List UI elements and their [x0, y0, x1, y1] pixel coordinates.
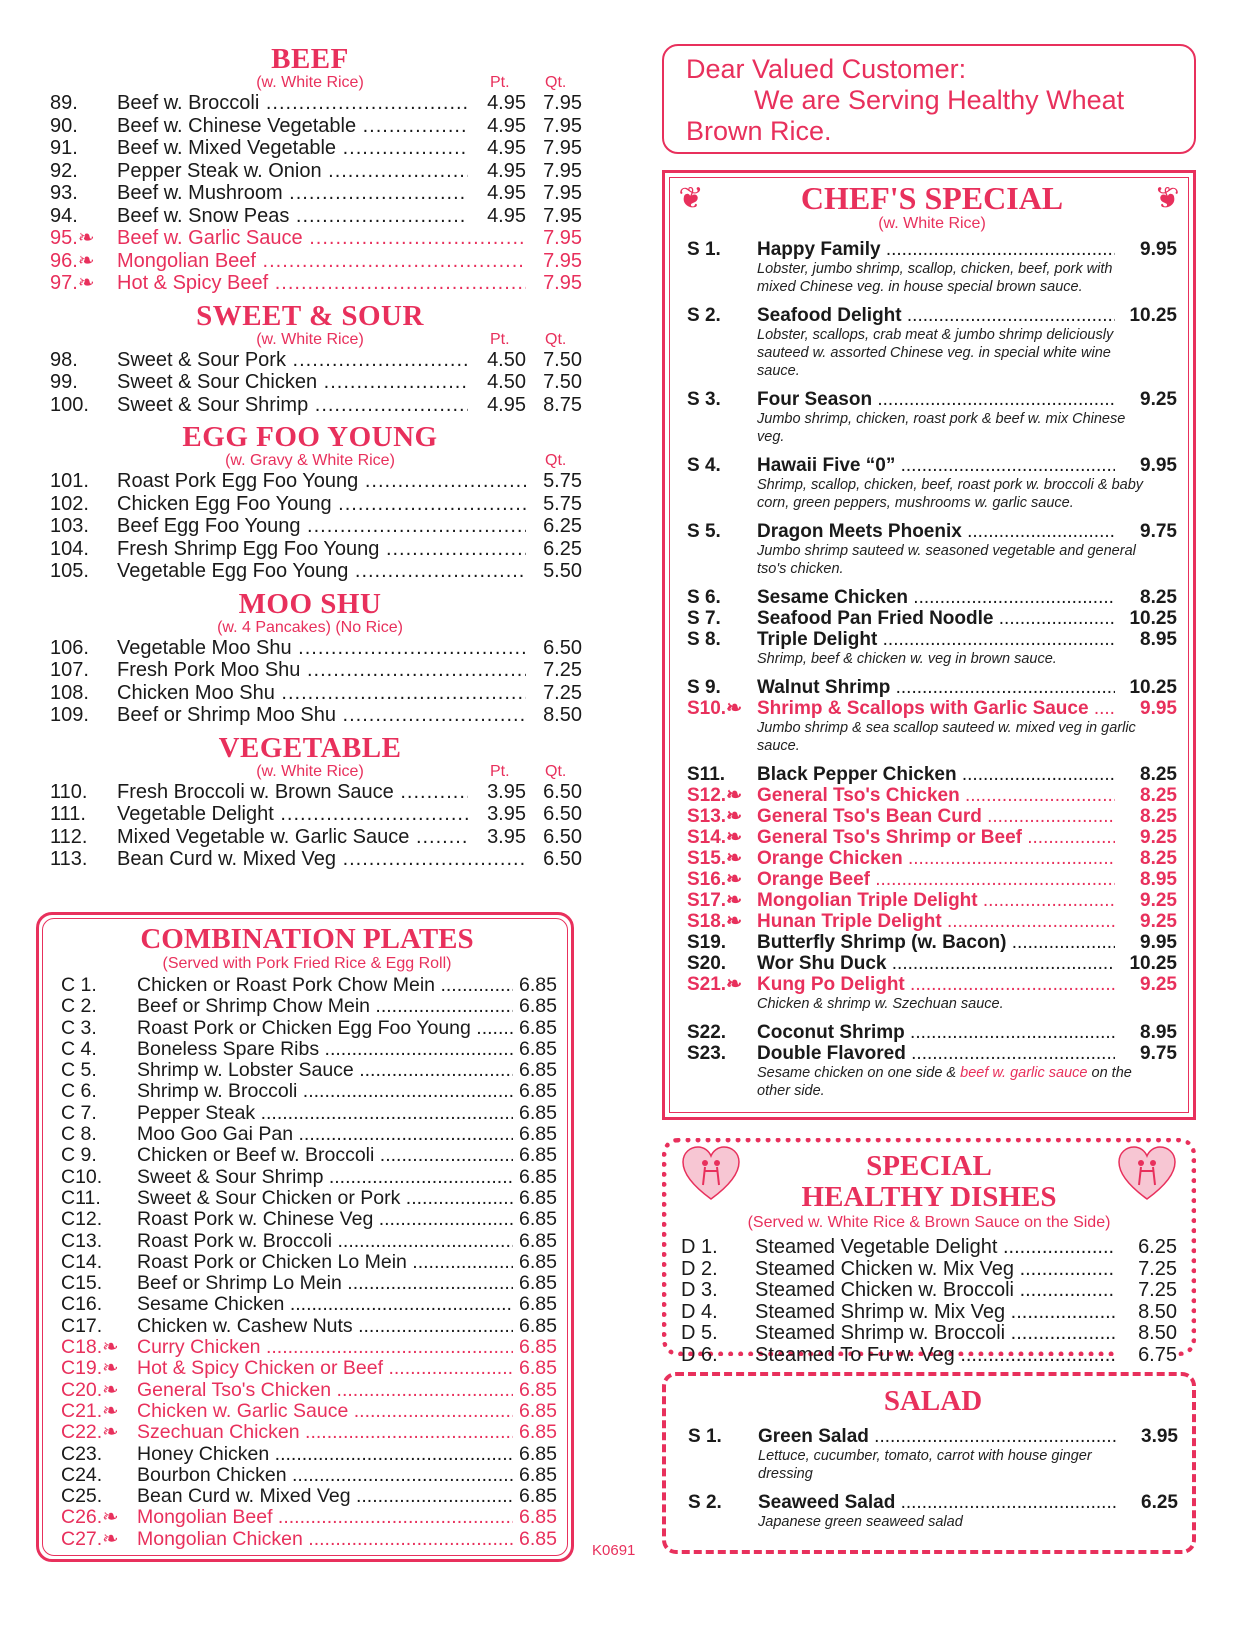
healthy-item: D 2. Steamed Chicken w. Mix Veg ..... 7.25	[681, 1259, 1177, 1281]
special-item-spicy: S12.❧ General Tso's Chicken ..... 8.25	[687, 785, 1177, 806]
combination-plates-title: COMBINATION PLATES	[140, 923, 474, 955]
combo-item-spicy: C19.❧ Hot & Spicy Chicken or Beef ..... 6.85	[57, 1358, 557, 1379]
combo-item: C 1. Chicken or Roast Pork Chow Mein ..... 6.85	[57, 975, 557, 996]
combo-item: C 9. Chicken or Beef w. Broccoli ..... 6.85	[57, 1145, 557, 1166]
pepper-icon: ❧	[102, 1506, 119, 1529]
pepper-icon: ❧	[102, 1336, 119, 1359]
special-item: S19. Butterfly Shrimp (w. Bacon) ..... 9.95	[687, 932, 1177, 953]
special-item-spicy: S16.❧ Orange Beef ..... 8.95	[687, 869, 1177, 890]
menu-item: 101. Roast Pork Egg Foo Young ..... 5.75	[40, 470, 580, 493]
healthy-item: D 1. Steamed Vegetable Delight ..... 6.25	[681, 1237, 1177, 1259]
beef-subheader	[40, 74, 580, 92]
combo-item: C13. Roast Pork w. Broccoli ..... 6.85	[57, 1231, 557, 1252]
vegetable-title: VEGETABLE	[218, 731, 402, 764]
special-item: S 6. Sesame Chicken ..... 8.25	[687, 587, 1177, 608]
beef-list	[40, 92, 580, 295]
menu-item-spicy: 96.❧ Mongolian Beef ..... 7.95	[40, 250, 580, 273]
menu-item: 94. Beef w. Snow Peas ..... 4.95 7.95	[40, 205, 580, 228]
combo-item-spicy: C22.❧ Szechuan Chicken ..... 6.85	[57, 1422, 557, 1443]
menu-item: 110. Fresh Broccoli w. Brown Sauce ..... 3.95 6.50	[40, 781, 580, 804]
combo-item: C 5. Shrimp w. Lobster Sauce ..... 6.85	[57, 1060, 557, 1081]
pt-header: Pt.	[490, 762, 510, 780]
qt-header: Qt.	[545, 452, 567, 469]
salad-title: SALAD	[883, 1385, 983, 1417]
special-item: S22. Coconut Shrimp ..... 8.95	[687, 1022, 1177, 1043]
combo-item: C11. Sweet & Sour Chicken or Pork ..... 6.85	[57, 1188, 557, 1209]
sweet-sour-subtitle: (w. White Rice)	[256, 330, 364, 348]
menu-item-spicy: 97.❧ Hot & Spicy Beef ..... 7.95	[40, 272, 580, 295]
menu-item: 91. Beef w. Mixed Vegetable ..... 4.95 7.95	[40, 137, 580, 160]
combo-item: C25. Bean Curd w. Mixed Veg ..... 6.85	[57, 1486, 557, 1507]
combo-item: C 6. Shrimp w. Broccoli ..... 6.85	[57, 1081, 557, 1102]
floral-corner-icon: ❦	[678, 182, 704, 215]
pt-header: Pt.	[490, 330, 510, 348]
vegetable-subtitle: (w. White Rice)	[256, 762, 364, 780]
salad-box	[662, 1372, 1196, 1554]
special-item-spicy: S10.❧ Shrimp & Scallops with Garlic Sauce ..... 9.95 Jumbo shrimp & sea scallop sauteed w. mixed veg in garlic sauce.	[687, 698, 1177, 755]
menu-item: 99. Sweet & Sour Chicken ..... 4.50 7.50	[40, 371, 580, 394]
healthy-item: D 6. Steamed To Fu w. Veg ..... 6.75	[681, 1345, 1177, 1367]
healthy-item: D 4. Steamed Shrimp w. Mix Veg ..... 8.50	[681, 1302, 1177, 1324]
menu-item: 108. Chicken Moo Shu ..... 7.25	[40, 682, 580, 705]
moo-shu-title: MOO SHU	[238, 587, 382, 620]
sweet-sour-title: SWEET & SOUR	[196, 299, 424, 332]
menu-item: 105. Vegetable Egg Foo Young ..... 5.50	[40, 560, 580, 583]
menu-item: 106. Vegetable Moo Shu ..... 6.50	[40, 637, 580, 660]
combo-item: C14. Roast Pork or Chicken Lo Mein ..... 6.85	[57, 1252, 557, 1273]
notice-greeting: Dear Valued Customer:	[686, 54, 967, 84]
special-item: S 3. Four Season ..... 9.25 Jumbo shrimp, chicken, roast pork & beef w. mix Chinese veg.	[687, 389, 1177, 446]
menu-item: 113. Bean Curd w. Mixed Veg ..... 6.50	[40, 848, 580, 871]
combo-item: C 8. Moo Goo Gai Pan ..... 6.85	[57, 1124, 557, 1145]
egg-foo-subheader	[40, 452, 580, 470]
combo-item: C 4. Boneless Spare Ribs ..... 6.85	[57, 1039, 557, 1060]
pepper-icon: ❧	[726, 869, 743, 890]
combo-item-spicy: C18.❧ Curry Chicken ..... 6.85	[57, 1337, 557, 1358]
customer-notice	[662, 44, 1196, 154]
pepper-icon: ❧	[726, 785, 743, 806]
special-item: S 2. Seafood Delight ..... 10.25 Lobster, scallops, crab meat & jumbo shrimp deliciously sauteed w. assorted Chinese veg. in special white wine sauce.	[687, 305, 1177, 380]
salad-item: S 1. Green Salad ..... 3.95 Lettuce, cucumber, tomato, carrot with house ginger dressing	[688, 1426, 1178, 1483]
menu-item: 103. Beef Egg Foo Young ..... 6.25	[40, 515, 580, 538]
beef-title: BEEF	[271, 43, 349, 75]
pepper-icon: ❧	[102, 1527, 119, 1550]
combo-item: C23. Honey Chicken ..... 6.85	[57, 1444, 557, 1465]
pepper-icon: ❧	[726, 848, 743, 869]
combo-item: C10. Sweet & Sour Shrimp ..... 6.85	[57, 1167, 557, 1188]
beef-subtitle: (w. White Rice)	[256, 74, 364, 91]
pepper-icon: ❧	[77, 227, 95, 249]
moo-shu-list	[40, 637, 580, 727]
pt-header: Pt.	[490, 74, 510, 91]
menu-item: 92. Pepper Steak w. Onion ..... 4.95 7.95	[40, 160, 580, 183]
combo-item: C 2. Beef or Shrimp Chow Mein ..... 6.85	[57, 996, 557, 1017]
notice-line: Brown Rice.	[686, 116, 832, 146]
pepper-icon: ❧	[102, 1378, 119, 1401]
notice-line: We are Serving Healthy Wheat	[754, 85, 1125, 115]
combo-item: C 7. Pepper Steak ..... 6.85	[57, 1103, 557, 1124]
combo-item: C16. Sesame Chicken ..... 6.85	[57, 1294, 557, 1315]
healthy-dishes-box	[662, 1138, 1196, 1366]
menu-item: 102. Chicken Egg Foo Young ..... 5.75	[40, 493, 580, 516]
combo-item: C24. Bourbon Chicken ..... 6.85	[57, 1465, 557, 1486]
combo-item-spicy: C20.❧ General Tso's Chicken ..... 6.85	[57, 1380, 557, 1401]
egg-foo-subtitle: (w. Gravy & White Rice)	[225, 452, 395, 469]
pepper-icon: ❧	[102, 1357, 119, 1380]
pepper-icon: ❧	[726, 698, 743, 719]
combo-item: C17. Chicken w. Cashew Nuts ..... 6.85	[57, 1316, 557, 1337]
menu-item: 104. Fresh Shrimp Egg Foo Young ..... 6.25	[40, 538, 580, 561]
healthy-list	[681, 1237, 1177, 1366]
menu-item: 90. Beef w. Chinese Vegetable ..... 4.95 7.95	[40, 115, 580, 138]
pepper-icon: ❧	[102, 1399, 119, 1422]
special-item: S 5. Dragon Meets Phoenix ..... 9.75 Jumbo shrimp sauteed w. seasoned vegetable and general tso's chicken.	[687, 521, 1177, 578]
qt-header: Qt.	[545, 74, 567, 91]
combination-list	[57, 975, 557, 1550]
special-item-spicy: S21.❧ Kung Po Delight ..... 9.25 Chicken & shrimp w. Szechuan sauce.	[687, 974, 1177, 1013]
combo-item-spicy: C27.❧ Mongolian Chicken ..... 6.85	[57, 1529, 557, 1550]
menu-item: 112. Mixed Vegetable w. Garlic Sauce ..... 3.95 6.50	[40, 826, 580, 849]
menu-item: 89. Beef w. Broccoli ..... 4.95 7.95	[40, 92, 580, 115]
menu-code: K0691	[592, 1542, 636, 1559]
special-item: S 9. Walnut Shrimp ..... 10.25	[687, 677, 1177, 698]
special-item-spicy: S15.❧ Orange Chicken ..... 8.25	[687, 848, 1177, 869]
special-item: S 4. Hawaii Five “0” ..... 9.95 Shrimp, scallop, chicken, beef, roast pork w. broccoli & baby corn, green peppers, mushrooms w. garlic sauce.	[687, 455, 1177, 512]
combo-item-spicy: C21.❧ Chicken w. Garlic Sauce ..... 6.85	[57, 1401, 557, 1422]
egg-foo-young-title: EGG FOO YOUNG	[182, 421, 438, 453]
egg-foo-list	[40, 470, 580, 583]
pepper-icon: ❧	[726, 890, 743, 911]
special-item-spicy: S18.❧ Hunan Triple Delight ..... 9.25	[687, 911, 1177, 932]
menu-item: 111. Vegetable Delight ..... 3.95 6.50	[40, 803, 580, 826]
chefs-special-box	[662, 170, 1196, 1120]
healthy-item: D 3. Steamed Chicken w. Broccoli ..... 7.25	[681, 1280, 1177, 1302]
chefs-special-title: CHEF'S SPECIAL	[800, 180, 1064, 216]
special-item: S20. Wor Shu Duck ..... 10.25	[687, 953, 1177, 974]
special-item: S 7. Seafood Pan Fried Noodle ..... 10.25	[687, 608, 1177, 629]
menu-item: 109. Beef or Shrimp Moo Shu ..... 8.50	[40, 704, 580, 727]
special-item: S 8. Triple Delight ..... 8.95 Shrimp, beef & chicken w. veg in brown sauce.	[687, 629, 1177, 668]
chefs-special-subtitle: (w. White Rice)	[878, 215, 986, 232]
vegetable-list	[40, 781, 580, 871]
menu-item: 107. Fresh Pork Moo Shu ..... 7.25	[40, 659, 580, 682]
combo-item-spicy: C26.❧ Mongolian Beef ..... 6.85	[57, 1507, 557, 1528]
special-item-spicy: S13.❧ General Tso's Bean Curd ..... 8.25	[687, 806, 1177, 827]
menu-item: 93. Beef w. Mushroom ..... 4.95 7.95	[40, 182, 580, 205]
special-item: S23. Double Flavored ..... 9.75 Sesame chicken on one side & beef w. garlic sauce on the other side.	[687, 1043, 1177, 1100]
menu-item-spicy: 95.❧ Beef w. Garlic Sauce ..... 7.95	[40, 227, 580, 250]
combo-item: C 3. Roast Pork or Chicken Egg Foo Young ..... 6.85	[57, 1018, 557, 1039]
combination-plates-subtitle: (Served with Pork Fried Rice & Egg Roll)	[162, 955, 452, 972]
menu-item: 98. Sweet & Sour Pork ..... 4.50 7.50	[40, 349, 580, 372]
pepper-icon: ❧	[77, 249, 95, 272]
qt-header: Qt.	[545, 330, 567, 348]
pepper-icon: ❧	[77, 272, 95, 294]
special-item: S 1. Happy Family ..... 9.95 Lobster, jumbo shrimp, scallop, chicken, beef, pork with mixed Chinese veg. in house special brown sauce.	[687, 239, 1177, 296]
healthy-title-line2: HEALTHY DISHES	[801, 1181, 1057, 1213]
vegetable-subheader	[40, 763, 580, 781]
pepper-icon: ❧	[726, 974, 743, 995]
floral-corner-icon: ❦	[1154, 182, 1180, 215]
sweet-sour-list	[40, 349, 580, 417]
moo-shu-subheader	[40, 619, 580, 637]
qt-header: Qt.	[545, 762, 567, 780]
pepper-icon: ❧	[726, 806, 743, 827]
pepper-icon: ❧	[102, 1421, 119, 1444]
menu-item: 100. Sweet & Sour Shrimp ..... 4.95 8.75	[40, 394, 580, 417]
moo-shu-subtitle: (w. 4 Pancakes) (No Rice)	[217, 618, 403, 636]
combination-plates-box	[36, 912, 574, 1562]
left-column	[40, 44, 580, 871]
special-item: S11. Black Pepper Chicken ..... 8.25	[687, 764, 1177, 785]
combo-item: C15. Beef or Shrimp Lo Mein ..... 6.85	[57, 1273, 557, 1294]
pepper-icon: ❧	[726, 911, 743, 932]
combo-item: C12. Roast Pork w. Chinese Veg ..... 6.85	[57, 1209, 557, 1230]
healthy-title-line1: SPECIAL	[866, 1150, 992, 1182]
salad-item: S 2. Seaweed Salad ..... 6.25 Japanese green seaweed salad	[688, 1492, 1178, 1531]
special-item-spicy: S17.❧ Mongolian Triple Delight ..... 9.25	[687, 890, 1177, 911]
sweet-sour-subheader	[40, 331, 580, 349]
special-item-spicy: S14.❧ General Tso's Shrimp or Beef ..... 9.25	[687, 827, 1177, 848]
healthy-subtitle: (Served w. White Rice & Brown Sauce on the Side)	[747, 1214, 1111, 1231]
pepper-icon: ❧	[726, 827, 743, 848]
healthy-item: D 5. Steamed Shrimp w. Broccoli ..... 8.50	[681, 1323, 1177, 1345]
